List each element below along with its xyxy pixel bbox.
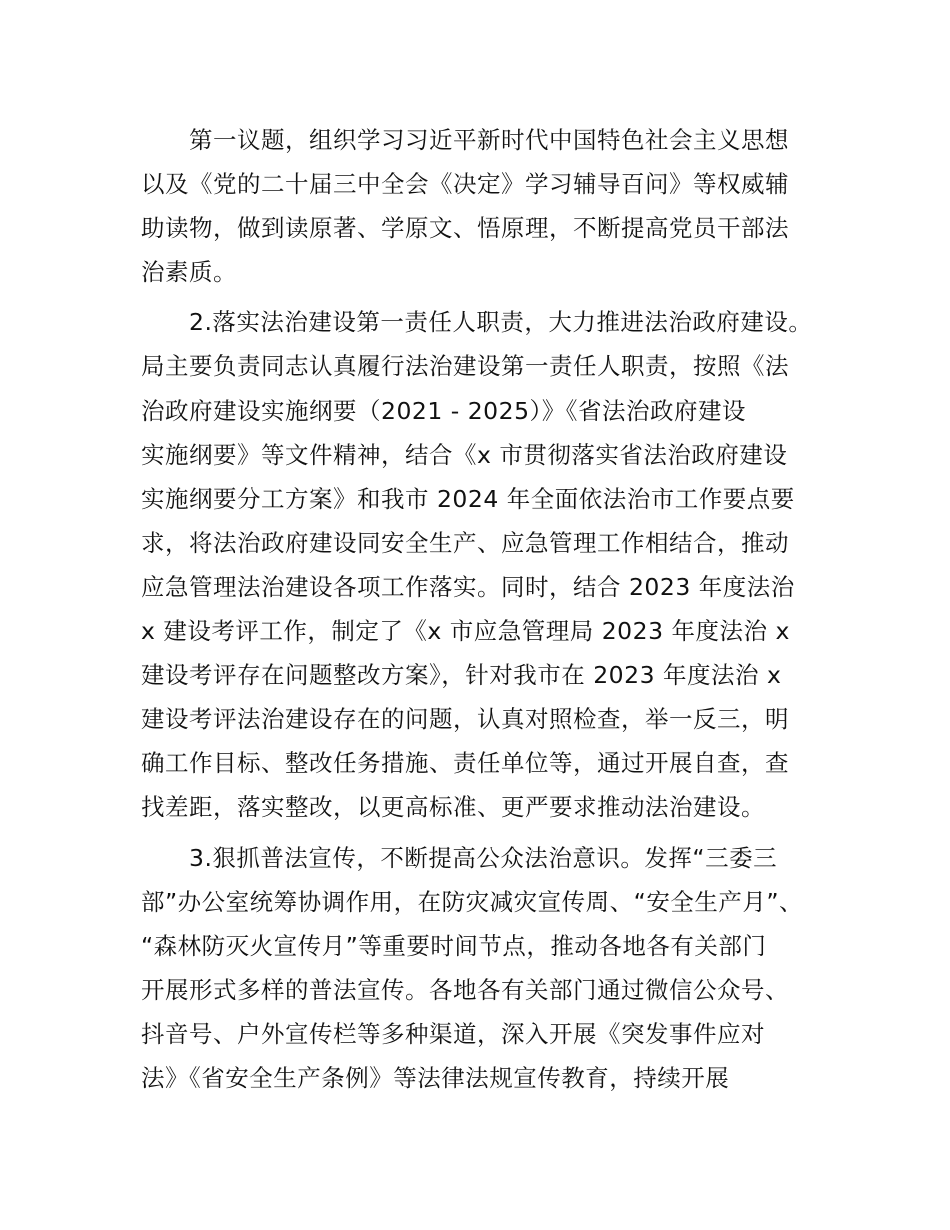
text-line: 治政府建设实施纲要（2021 - 2025）》《省法治政府建设: [141, 396, 747, 425]
text-line: 治素质。: [141, 258, 237, 287]
text-line: 实施纲要分工方案》和我市 2024 年全面依法治市工作要点要: [141, 484, 795, 513]
text-line: 应急管理法治建设各项工作落实。同时，结合 2023 年度法治: [141, 572, 795, 601]
text-line: 3.狠抓普法宣传，不断提高公众法治意识。发挥“三委三: [189, 843, 778, 872]
text-line: 建设考评法治建设存在的问题，认真对照检查，举一反三，明: [141, 705, 789, 734]
text-line: 实施纲要》等文件精神，结合《x 市贯彻落实省法治政府建设: [141, 440, 788, 469]
paragraph-1: [141, 118, 831, 294]
text-line: 建设考评存在问题整改方案》，针对我市在 2023 年度法治 x: [141, 661, 782, 690]
text-line: x 建设考评工作，制定了《x 市应急管理局 2023 年度法治 x: [141, 617, 790, 646]
text-line: 开展形式多样的普法宣传。各地各有关部门通过微信公众号、: [141, 975, 789, 1004]
paragraph-3: [141, 836, 831, 1101]
text-line: 助读物，做到读原著、学原文、悟原理，不断提高党员干部法: [141, 214, 789, 243]
text-line: “森林防灭火宣传月”等重要时间节点，推动各地各有关部门: [141, 931, 767, 960]
paragraph-2: [141, 300, 831, 829]
text-line: 部”办公室统筹协调作用，在防灾减灾宣传周、“安全生产月”、: [141, 887, 804, 916]
text-line: 抖音号、户外宣传栏等多种渠道，深入开展《突发事件应对: [141, 1019, 765, 1048]
document-body: [141, 118, 831, 1100]
text-line: 第一议题，组织学习习近平新时代中国特色社会主义思想: [189, 126, 789, 154]
text-line: 确工作目标、整改任务措施、责任单位等，通过开展自查，查: [141, 749, 789, 778]
text-line: 局主要负责同志认真履行法治建设第一责任人职责，按照《法: [141, 352, 789, 381]
text-line: 法》《省安全生产条例》等法律法规宣传教育，持续开展: [141, 1063, 730, 1092]
text-line: 求，将法治政府建设同安全生产、应急管理工作相结合，推动: [141, 528, 789, 557]
text-line: 2.落实法治建设第一责任人职责，大力推进法治政府建设。: [189, 308, 813, 337]
text-line: 找差距，落实整改，以更高标准、更严要求推动法治建设。: [141, 793, 765, 822]
text-line: 以及《党的二十届三中全会《决定》学习辅导百问》等权威辅: [141, 170, 789, 199]
